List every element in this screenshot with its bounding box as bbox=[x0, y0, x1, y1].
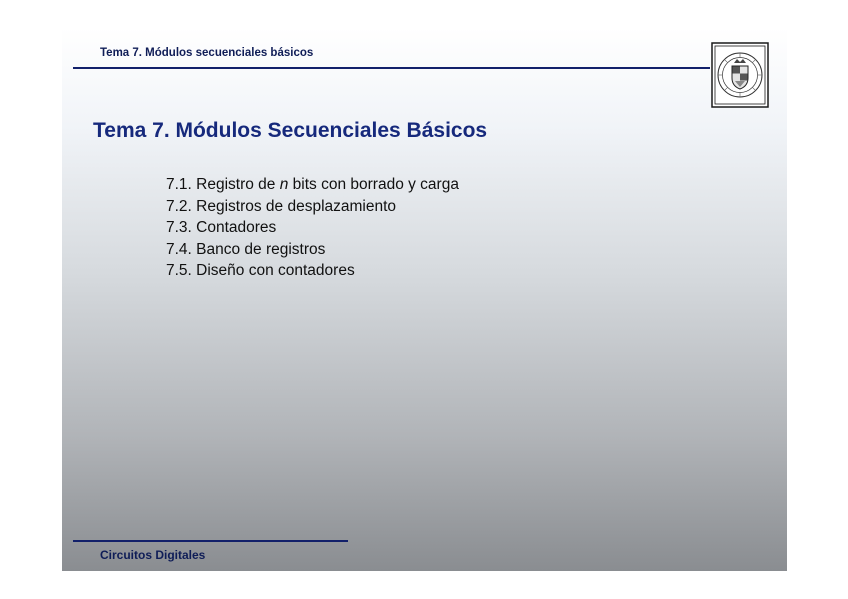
topic-item bbox=[166, 174, 459, 196]
topic-item bbox=[166, 239, 459, 261]
topic-item bbox=[166, 260, 459, 282]
topic-text: bits con borrado y carga bbox=[288, 176, 459, 193]
topic-text: 7.4. Banco de registros bbox=[166, 240, 326, 258]
topic-text: 7.1. Registro de bbox=[166, 176, 280, 193]
slide-title: Tema 7. Módulos Secuenciales Básicos bbox=[93, 119, 488, 142]
topic-text: 7.2. Registros de desplazamiento bbox=[166, 197, 397, 215]
footer-divider bbox=[73, 540, 348, 542]
topic-item bbox=[166, 217, 459, 239]
university-seal-icon bbox=[711, 42, 769, 108]
topic-item bbox=[166, 196, 459, 218]
header-divider bbox=[73, 67, 710, 69]
topic-text: 7.3. Contadores bbox=[166, 219, 277, 236]
topic-list bbox=[166, 174, 459, 282]
header-title: Tema 7. Módulos secuenciales básicos bbox=[100, 47, 314, 59]
topic-text-italic: n bbox=[279, 176, 289, 193]
topic-text: 7.5. Diseño con contadores bbox=[166, 262, 355, 279]
slide bbox=[62, 28, 787, 571]
footer-title: Circuitos Digitales bbox=[100, 548, 206, 562]
